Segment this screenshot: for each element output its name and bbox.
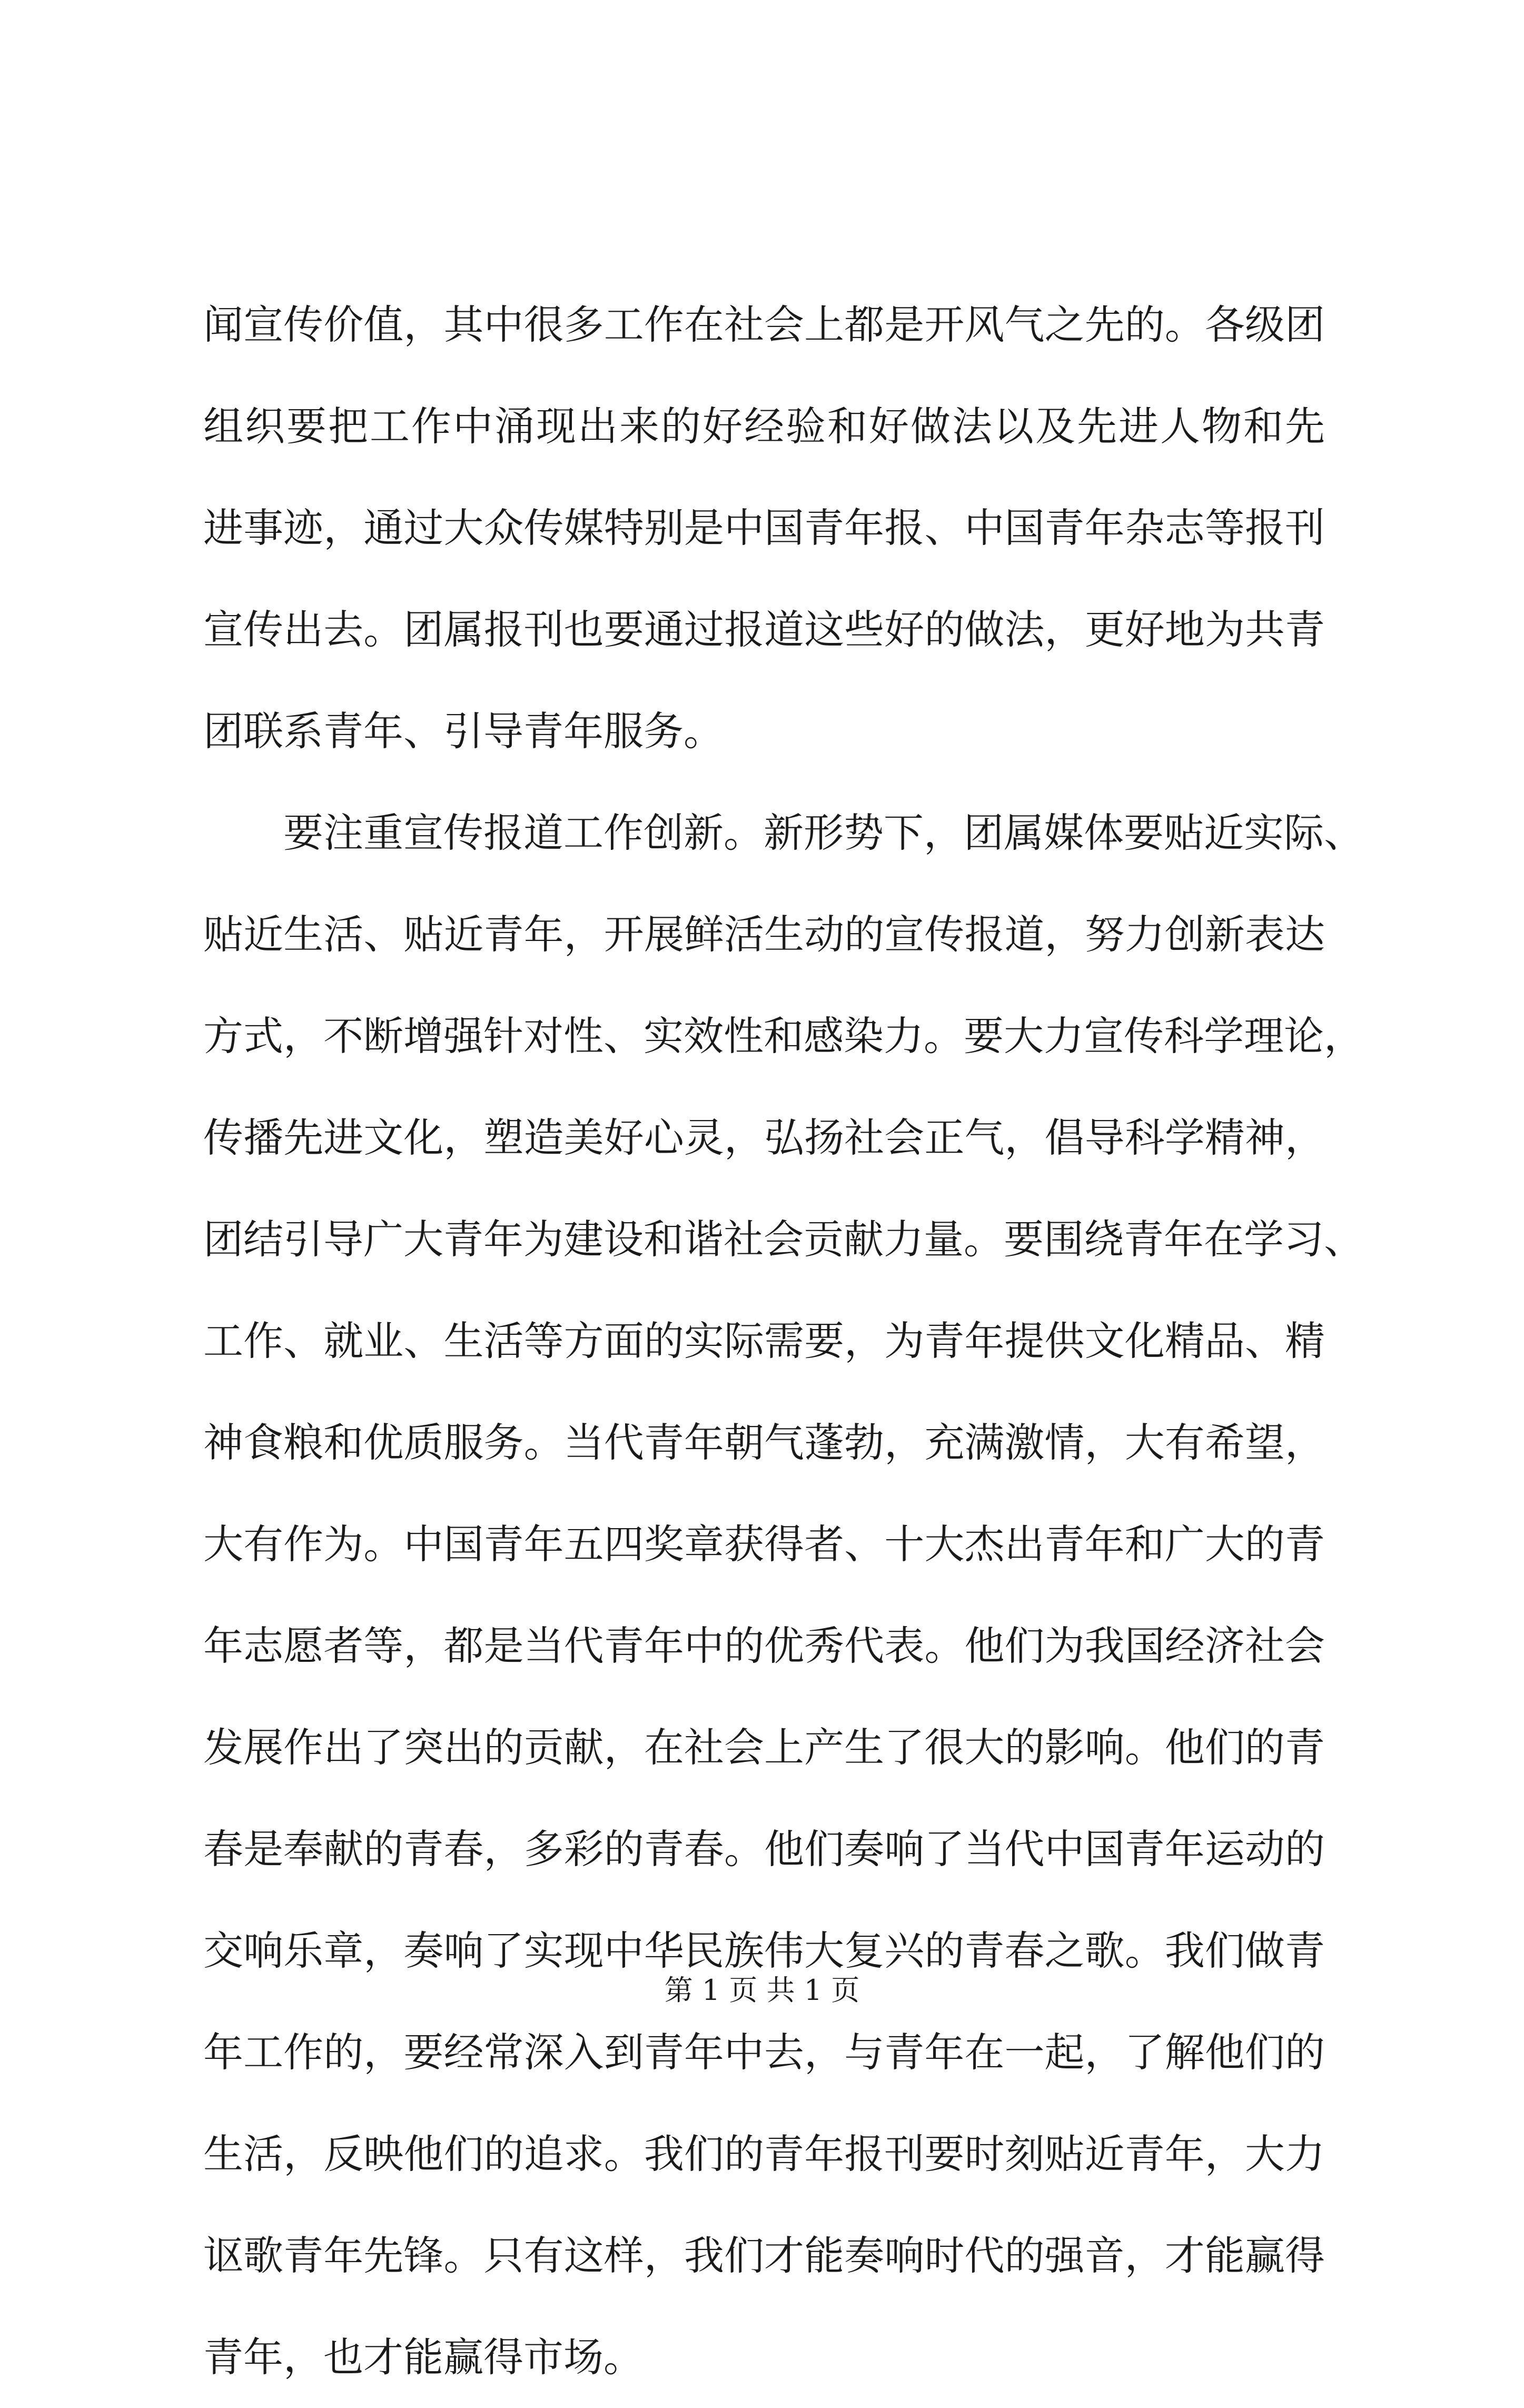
text-line: 讴歌青年先锋。只有这样，我们才能奏响时代的强音，才能赢得 (203, 2232, 1325, 2279)
text-line: 组织要把工作中涌现出来的好经验和好做法以及先进人物和先 (203, 403, 1325, 450)
text-line: 大有作为。中国青年五四奖章获得者、十大杰出青年和广大的青 (203, 1521, 1325, 1568)
text-line: 要注重宣传报道工作创新。新形势下，团属媒体要贴近实际、 (203, 809, 1364, 856)
text-line: 春是奉献的青春，多彩的青春。他们奏响了当代中国青年运动的 (203, 1826, 1325, 1872)
text-line: 贴近生活、贴近青年，开展鲜活生动的宣传报道，努力创新表达 (203, 911, 1325, 958)
text-line: 年工作的，要经常深入到青年中去，与青年在一起，了解他们的 (203, 2029, 1325, 2076)
text-line: 交响乐章，奏响了实现中华民族伟大复兴的青春之歌。我们做青 (203, 1927, 1325, 1974)
text-line: 团结引导广大青年为建设和谐社会贡献力量。要围绕青年在学习、 (203, 1216, 1364, 1263)
text-line: 青年，也才能赢得市场。 (203, 2334, 644, 2381)
text-line: 闻宣传价值，其中很多工作在社会上都是开风气之先的。各级团 (203, 301, 1325, 348)
text-line: 工作、就业、生活等方面的实际需要，为青年提供文化精品、精 (203, 1317, 1325, 1364)
page-footer: 第 1 页 共 1 页 (664, 1974, 860, 2007)
text-line: 方式，不断增强针对性、实效性和感染力。要大力宣传科学理论， (203, 1013, 1364, 1059)
text-line: 神食粮和优质服务。当代青年朝气蓬勃，充满激情，大有希望， (203, 1419, 1325, 1466)
text-line: 年志愿者等，都是当代青年中的优秀代表。他们为我国经济社会 (203, 1622, 1325, 1669)
body-text (203, 274, 1364, 2408)
text-line: 宣传出去。团属报刊也要通过报道这些好的做法，更好地为共青 (203, 606, 1325, 653)
text-line: 进事迹，通过大众传媒特别是中国青年报、中国青年杂志等报刊 (203, 504, 1325, 551)
text-line: 生活，反映他们的追求。我们的青年报刊要时刻贴近青年，大力 (203, 2130, 1325, 2177)
text-line: 传播先进文化，塑造美好心灵，弘扬社会正气，倡导科学精神， (203, 1114, 1325, 1161)
text-line: 团联系青年、引导青年服务。 (203, 708, 724, 755)
text-line: 发展作出了突出的贡献，在社会上产生了很大的影响。他们的青 (203, 1724, 1325, 1771)
